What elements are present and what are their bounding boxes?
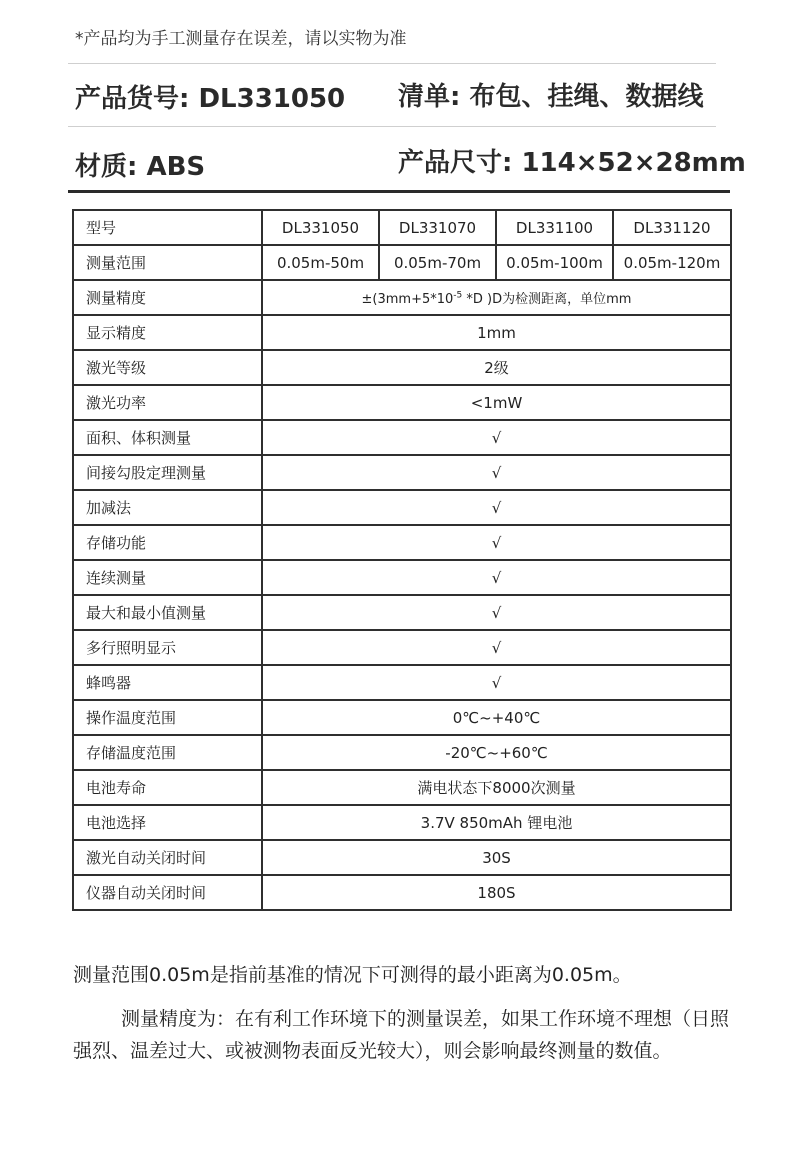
divider-middle [68,126,716,127]
row-label: 存储功能 [73,525,262,560]
divider-top [68,63,716,64]
row-label: 蜂鸣器 [73,665,262,700]
range-footnote: 测量范围0.05m是指前基准的情况下可测得的最小距离为0.05m。 [73,964,632,986]
table-row [73,350,731,385]
row-label: 操作温度范围 [73,700,262,735]
accuracy-cell [262,280,731,315]
row-value: √ [262,490,731,525]
table-row [73,840,731,875]
row-value: 30S [262,840,731,875]
range-cell: 0.05m-70m [379,245,496,280]
row-value: √ [262,630,731,665]
table-row [73,280,731,315]
row-label: 间接勾股定理测量 [73,455,262,490]
model-cell: DL331050 [262,210,379,245]
row-value: <1mW [262,385,731,420]
model-cell: DL331100 [496,210,613,245]
table-row [73,595,731,630]
row-label: 激光自动关闭时间 [73,840,262,875]
row-label: 激光功率 [73,385,262,420]
row-value: -20℃~+60℃ [262,735,731,770]
range-cell: 0.05m-100m [496,245,613,280]
row-label: 存储温度范围 [73,735,262,770]
table-row [73,525,731,560]
accuracy-footnote-text: 测量精度为：在有利工作环境下的测量误差，如果工作环境不理想（日照强烈、温差过大、或被测物表面反光较大），则会影响最终测量的数值。 [73,1008,730,1062]
material: 材质: ABS [75,152,206,182]
row-value: 1mm [262,315,731,350]
row-label: 电池选择 [73,805,262,840]
table-row [73,455,731,490]
row-value: √ [262,595,731,630]
table-row [73,560,731,595]
range-cell: 0.05m-50m [262,245,379,280]
row-value: 2级 [262,350,731,385]
table-row [73,875,731,910]
row-label: 测量精度 [73,280,262,315]
row-label: 连续测量 [73,560,262,595]
row-value: 3.7V 850mAh 锂电池 [262,805,731,840]
row-label: 激光等级 [73,350,262,385]
row-label: 面积、体积测量 [73,420,262,455]
accuracy-footnote [73,1003,743,1067]
spec-table [72,209,732,911]
row-value: 满电状态下8000次测量 [262,770,731,805]
row-value: √ [262,560,731,595]
disclaimer-note: *产品均为手工测量存在误差，请以实物为准 [75,29,407,49]
row-label: 电池寿命 [73,770,262,805]
accuracy-prefix: ±(3mm+5*10 [361,292,454,307]
table-row [73,420,731,455]
table-row [73,245,731,280]
model-cell: DL331070 [379,210,496,245]
table-row [73,630,731,665]
row-value: 0℃~+40℃ [262,700,731,735]
row-value: √ [262,665,731,700]
accuracy-exponent: -5 [453,290,463,301]
row-label: 显示精度 [73,315,262,350]
table-row [73,770,731,805]
row-label: 仪器自动关闭时间 [73,875,262,910]
table-row [73,700,731,735]
row-label: 型号 [73,210,262,245]
row-label: 最大和最小值测量 [73,595,262,630]
row-value: √ [262,455,731,490]
model-cell: DL331120 [613,210,731,245]
table-row [73,385,731,420]
row-label: 多行照明显示 [73,630,262,665]
table-row [73,735,731,770]
product-size: 产品尺寸: 114×52×28mm [398,148,746,178]
item-number: 产品货号: DL331050 [75,84,346,114]
table-row [73,490,731,525]
row-value: √ [262,525,731,560]
table-row [73,210,731,245]
row-value: 180S [262,875,731,910]
row-value: √ [262,420,731,455]
row-label: 加减法 [73,490,262,525]
range-cell: 0.05m-120m [613,245,731,280]
table-row [73,315,731,350]
package-list: 清单: 布包、挂绳、数据线 [398,82,704,112]
table-row [73,665,731,700]
divider-thick [68,190,730,193]
table-row [73,805,731,840]
accuracy-suffix: *D )D为检测距离，单位mm [462,292,632,307]
row-label: 测量范围 [73,245,262,280]
